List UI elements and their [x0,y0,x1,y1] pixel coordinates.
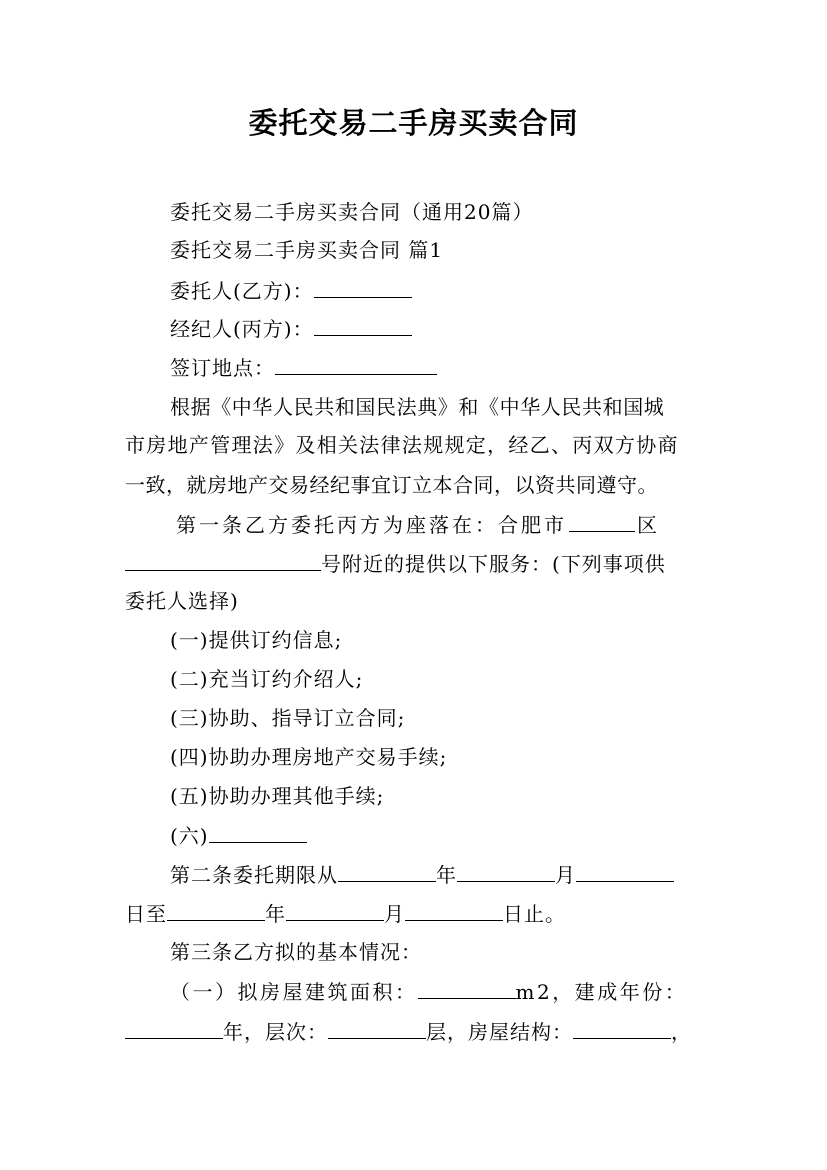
floor-label: 年，层次： [223,1020,328,1044]
article-one-line [176,509,660,540]
end-year-blank [167,898,265,921]
article-three-heading: 第三条乙方拟的基本情况： [170,940,422,964]
build-year-label: m2，建成年份： [515,980,688,1004]
address-blank [125,548,321,571]
article-two-line [170,859,674,890]
signing-place-blank [275,352,437,375]
year-label: 年 [265,902,286,926]
article-three-line-2 [125,1016,692,1047]
district-blank [569,509,635,532]
section-heading: 委托交易二手房买卖合同 篇1 [170,238,444,262]
end-month-blank [286,898,384,921]
paragraph-line: 根据《中华人民共和国民法典》和《中华人民共和国城 [170,395,665,419]
end-day-blank [405,898,503,921]
floor-blank [328,1016,426,1039]
year-label: 年 [436,863,457,887]
paragraph-line: 市房地产管理法》及相关法律法规规定，经乙、丙双方协商 [125,433,679,457]
list-item: (三)协助、指导订立合同; [170,706,406,730]
other-service-blank [209,820,307,843]
principal-blank [314,275,412,298]
start-month-blank [457,859,555,882]
list-item: (一)提供订约信息; [170,628,343,652]
article-one-district: 区 [637,513,660,537]
start-day-blank [576,859,674,882]
structure-blank [573,1016,671,1039]
list-item: (五)协助办理其他手续; [170,784,385,808]
agent-line [170,313,412,344]
area-label: （一）拟房屋建筑面积： [170,980,418,1004]
structure-label: 层，房屋结构： [426,1020,573,1044]
article-two-line-2 [125,898,566,929]
principal-label: 委托人(乙方)： [170,279,314,303]
comma: ， [671,1020,692,1044]
signing-place-line [170,352,437,383]
paragraph-line: 一致，就房地产交易经纪事宜订立本合同，以资共同遵守。 [125,473,658,497]
article-three-line [170,976,687,1007]
article-one-text: 第一条乙方委托丙方为座落在：合肥市 [176,513,567,537]
list-item-label: (六) [170,824,209,848]
list-item: (四)协助办理房地产交易手续; [170,745,448,769]
list-item: (二)充当订约介绍人; [170,667,364,691]
area-blank [418,976,516,999]
agent-label: 经纪人(丙方)： [170,317,314,341]
day-end-label: 日止。 [503,902,566,926]
subtitle-line: 委托交易二手房买卖合同（通用20篇） [170,200,534,224]
article-one-line-3: 委托人选择) [125,589,239,613]
agent-blank [314,313,412,336]
article-one-text-2: 号附近的提供以下服务：(下列事项供 [321,552,666,576]
principal-line [170,275,412,306]
start-year-blank [338,859,436,882]
article-two-text: 第二条委托期限从 [170,863,338,887]
list-item [170,820,307,851]
month-label: 月 [555,863,576,887]
month-label: 月 [384,902,405,926]
signing-place-label: 签订地点： [170,356,275,380]
article-one-line-2 [125,548,666,579]
document-title: 委托交易二手房买卖合同 [248,106,579,140]
day-to-label: 日至 [125,902,167,926]
build-year-blank [125,1016,223,1039]
